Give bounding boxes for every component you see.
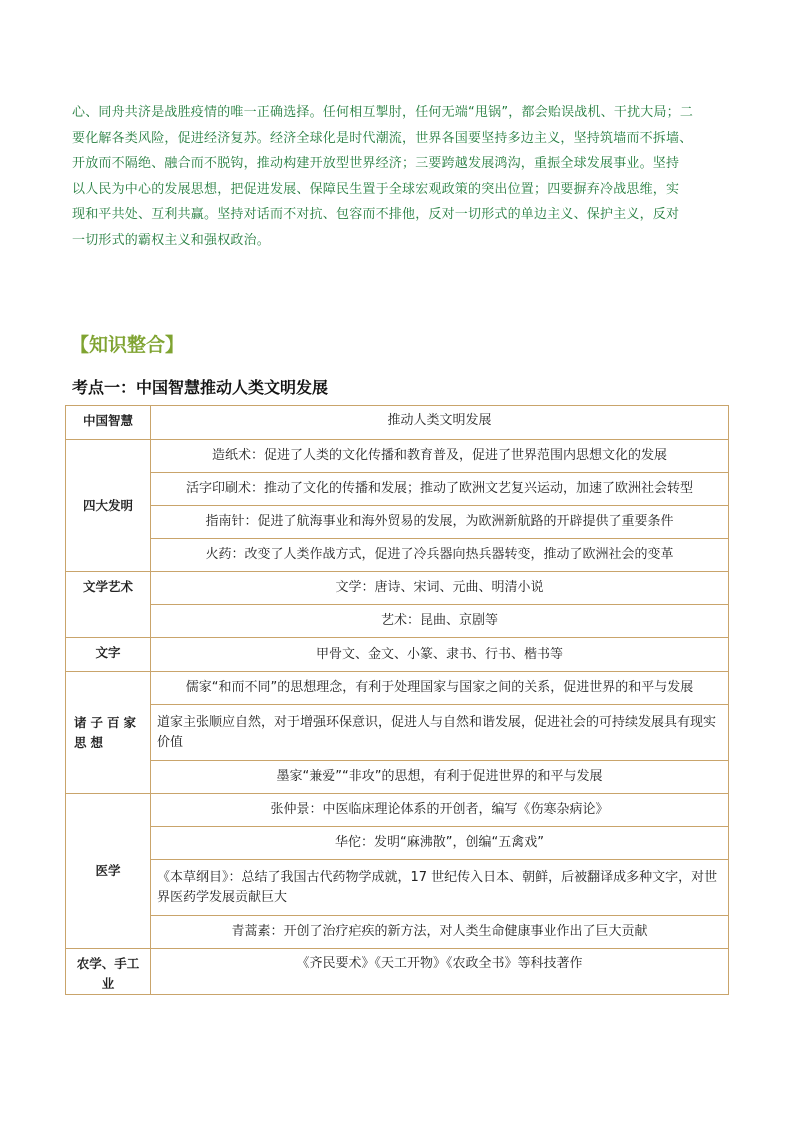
table-row	[66, 761, 729, 794]
table-row	[66, 827, 729, 860]
category-agriculture-handicraft: 农学、手工业	[66, 949, 151, 995]
content-cell: 墨家“兼爱”“非攻”的思想，有利于促进世界的和平与发展	[151, 761, 729, 794]
intro-line: 开放而不隔绝、融合而不脱钩，推动构建开放型世界经济；三要跨越发展鸿沟，重振全球发展事业。坚持	[72, 156, 680, 171]
table-row	[66, 949, 729, 995]
content-cell: 活字印刷术：推动了文化的传播和发展；推动了欧洲文艺复兴运动，加速了欧洲社会转型	[151, 473, 729, 506]
content-cell: 指南针：促进了航海事业和海外贸易的发展，为欧洲新航路的开辟提供了重要条件	[151, 506, 729, 539]
table-row	[66, 605, 729, 638]
content-cell: 青蒿素：开创了治疗疟疾的新方法，对人类生命健康事业作出了巨大贡献	[151, 916, 729, 949]
table-row	[66, 916, 729, 949]
content-cell: 《本草纲目》：总结了我国古代药物学成就，17 世纪传入日本、朝鲜，后被翻译成多种文字，对世界医药学发展贡献巨大	[151, 860, 729, 916]
topic-heading: 考点一：中国智慧推动人类文明发展	[72, 378, 329, 397]
intro-line: 一切形式的霸权主义和强权政治。	[72, 232, 271, 248]
content-cell: 张仲景：中医临床理论体系的开创者，编写《伤寒杂病论》	[151, 794, 729, 827]
header-category-cell: 中国智慧	[66, 406, 151, 440]
content-cell: 造纸术：促进了人类的文化传播和教育普及，促进了世界范围内思想文化的发展	[151, 440, 729, 473]
content-cell: 文学：唐诗、宋词、元曲、明清小说	[151, 572, 729, 605]
category-literature-art: 文学艺术	[66, 572, 151, 638]
table-row	[66, 506, 729, 539]
content-cell: 火药：改变了人类作战方式，促进了冷兵器向热兵器转变，推动了欧洲社会的变革	[151, 539, 729, 572]
category-schools-of-thought: 诸子百家思想	[66, 672, 151, 794]
intro-line: 要化解各类风险，促进经济复苏。经济全球化是时代潮流，世界各国要坚持多边主义，坚持筑墙而不拆墙、	[72, 130, 693, 146]
table-header-row	[66, 406, 729, 440]
section-heading: 【知识整合】	[70, 334, 185, 356]
table-row	[66, 539, 729, 572]
intro-paragraph	[72, 100, 724, 253]
intro-line: 现和平共处、互利共赢。坚持对话而不对抗、包容而不排他，反对一切形式的单边主义、保护主义，反对	[72, 207, 680, 222]
content-cell: 艺术：昆曲、京剧等	[151, 605, 729, 638]
table-row	[66, 638, 729, 672]
content-cell: 甲骨文、金文、小篆、隶书、行书、楷书等	[151, 638, 729, 672]
knowledge-table	[65, 405, 729, 995]
content-cell: 《齐民要术》《天工开物》《农政全书》等科技著作	[151, 949, 729, 995]
table-row	[66, 473, 729, 506]
intro-line: 心、同舟共济是战胜疫情的唯一正确选择。任何相互掣肘，任何无端“甩锅”，都会贻误战机、干扰大局；二	[72, 105, 694, 120]
category-writing: 文字	[66, 638, 151, 672]
intro-line: 以人民为中心的发展思想，把促进发展、保障民生置于全球宏观政策的突出位置；四要摒弃冷战思维，实	[72, 181, 680, 197]
category-four-inventions: 四大发明	[66, 440, 151, 572]
table-row	[66, 440, 729, 473]
table-row	[66, 794, 729, 827]
table-row	[66, 672, 729, 705]
content-cell: 华佗：发明“麻沸散”，创编“五禽戏”	[151, 827, 729, 860]
table-row	[66, 572, 729, 605]
content-cell: 道家主张顺应自然，对于增强环保意识，促进人与自然和谐发展，促进社会的可持续发展具有现实价值	[151, 705, 729, 761]
table-row	[66, 860, 729, 916]
table-row	[66, 705, 729, 761]
content-cell: 儒家“和而不同”的思想理念，有利于处理国家与国家之间的关系，促进世界的和平与发展	[151, 672, 729, 705]
category-medicine: 医学	[66, 794, 151, 949]
header-content-cell: 推动人类文明发展	[151, 406, 729, 440]
